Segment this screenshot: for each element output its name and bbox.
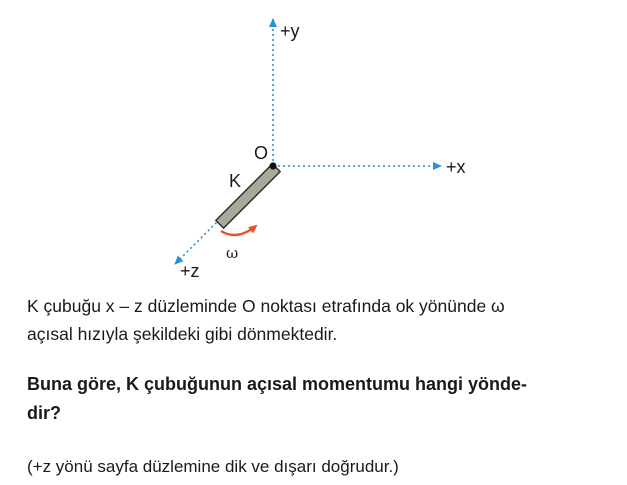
description-text	[27, 292, 617, 348]
origin-label: O	[254, 143, 269, 163]
description-line-2: açısal hızıyla şekildeki gibi dönmektedir.	[27, 324, 338, 344]
origin-point	[269, 162, 276, 169]
description-line-1: K çubuğu x – z düzleminde O noktası etrafında ok yönünde ω	[27, 296, 505, 316]
note-text: (+z yönü sayfa düzlemine dik ve dışarı doğrudur.)	[27, 457, 399, 476]
question-text	[27, 370, 617, 428]
y-axis-label: +y	[280, 21, 300, 41]
question-line-2: dir?	[27, 403, 61, 423]
question-line-1: Buna göre, K çubuğunun açısal momentumu hangi yönde-	[27, 374, 528, 394]
z-axis-label: +z	[180, 261, 200, 281]
omega-label: ω	[226, 244, 239, 262]
x-axis-label: +x	[446, 157, 466, 177]
rotation-arrow	[221, 226, 256, 235]
rod-label: K	[229, 171, 242, 191]
rod-k	[216, 164, 280, 228]
